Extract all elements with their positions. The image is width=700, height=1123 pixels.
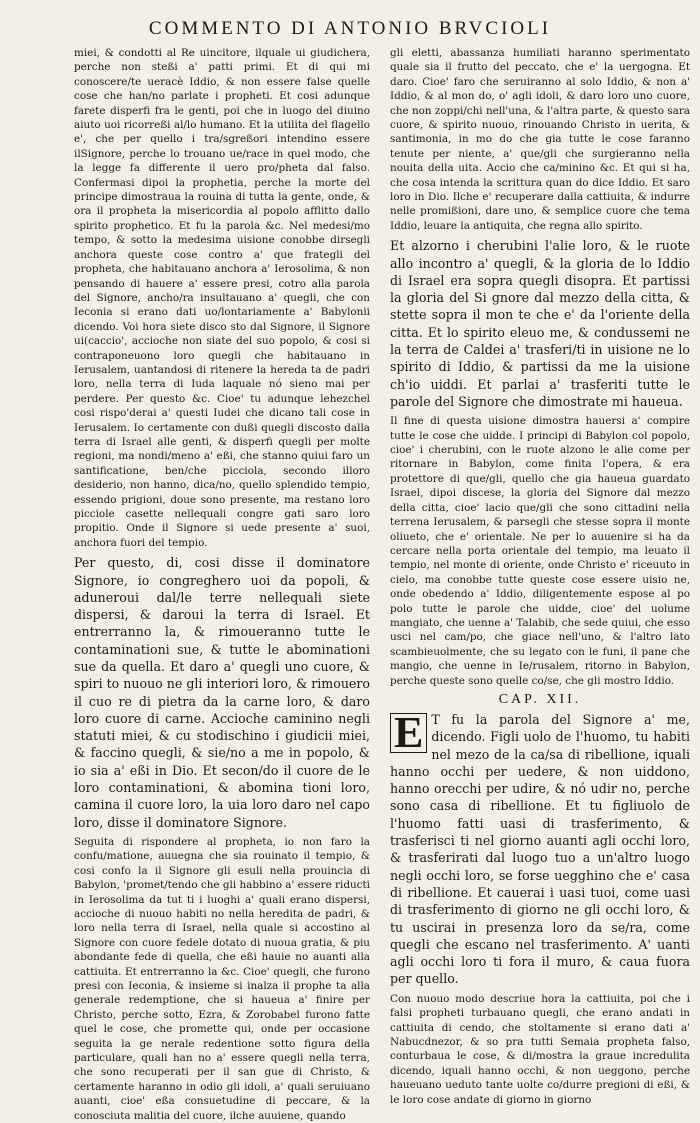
right-column (390, 46, 690, 1109)
commentary-paragraph: Con nuouo modo descriue hora la cattiuita, poi che i falsi propheti turbauano quegli, che erano andati in cattiuita di cendo, che stoltamente si erano dati a' Nabucdnezor, & so pra tutti Semaia propheta falso, conturbaua le cose, & di/mostra la graue incredulita dicendo, iquali hanno occhi, & non ueggono, perche haueuano ueduto tante uolte co/durre pregioni di eßi, & le loro cose andate di giorno in giorno (390, 992, 690, 1106)
left-column (74, 46, 370, 1122)
commentary-paragraph: Il fine di questa uisione dimostra hauersi a' compire tutte le cose che uidde. I principi di Babylon col popolo, cioe' i cherubini, con le ruote alzono le alie come per ritornare in Babylon, come finita l'opera, & era protettore di que/gli, quello che gia haueua guardato Israel, dipoi discese, la gloria del Signore dal mezzo della citta, cioe' lacio que/gli che sono cittadini nella terrena Ierusalem, & parsegli che stesse sopra il monte oliueto, che e' orientale. Ne per lo auuenire si ha da cercare nella porta orientale del tempio, ma leuato il tempio, nel monte di oriente, onde Christo e' riceuuto in cielo, ma conobbe tutte queste cose essere uisio ne, onde obedendo a' Iddio, diligentemente espose al po polo tutte le parole che uidde, cioe' del uolume mangiato, che uenne a' Talabib, che sede quiui, che esso usci nel cam/po, che giace nell'uno, & l'altro lato scambieuolmente, che su legato con le funi, il pane che mangio, che uenne in Ie/rusalem, ritorno in Babylon, perche queste sono quelle co/se, che gli mostro Iddio. (390, 415, 690, 687)
commentary-paragraph: miei, & condotti al Re uincitore, ilquale ui giudichera, perche non steßi a' patti primi. Et di qui mi conoscere/te ueracè Iddio, & non essere false quelle cose che han/no parlate i propheti. Et cosi adunque farete disperfi fra le genti, poi che in luogo del diuino aiuto uoi ricorreßi al/lo humano. Et la utilita del flagello e', che per quello i tra/sgreßori intendino essere ilSignore, perche lo trouano ue/race in quel modo, che la legge fa differente il uero pro/pheta dal falso. Confermasi dipoi la prophetia, perche la morte del principe dimostraua la rouina di tutta la gente, onde, & ora il propheta la misericordia al popolo afflitto dallo spirito prophetico. Et fu la parola &c. Nel medesi/mo tempo, & sotto la medesima uisione conobbe dirsegli anchora queste cose contro a' que frategli del propheta, che habitauano anchora a' Ierosolima, & non pensando di hauere a' essere presi, cotro alla parola del Signore, ancho/ra insultauano a' quegli, che con Ieconia si erano dati uo/lontariamente a' Babylonii dicendo. Voi hora siete disco sto dal Signore, il Signore ui(caccio', accioche non siate del suo popolo, & cosi si contraponeuono loro quegli che habitauano in Ierusalem, uantandosi di ritenere la hereda ta de padri loro, nella terra di Iuda laquale nó sieno mai per perdere. Per questo &c. Cioe' tu adunque lehezchel cosi rispo'derai a' questi Iudei che dicano tali cose in Ierusalem. Io certamente con dußi quegli discosto dalla terra di Israel alle genti, & disperfi quegli per molte regioni, ma nondi/meno a' eßi, che stanno quiui faro un santificatione, ben/che picciola, secondo illoro desiderio, non hanno, dica/no, quello splendido tempio, essendo prigioni, doue sono presente, ma restano loro picciole casette nellequali congre gati saro loro propitio. Onde il Signore si uede presente a' suoi, anchora fuori del tempio. (74, 47, 370, 549)
drop-cap-initial: E (390, 713, 427, 753)
scripture-paragraph: Per questo, di, cosi disse il dominatore Signore, io congreghero uoi da popoli, & aduneroui dal/le terre nellequali siete dispersi, & daroui la terra di Israel. Et entrerranno la, & rimoueranno tutte le contaminationi sue, & tutte le abominationi sue da quella. Et daro a' quegli uno cuore, & spiri to nuouo ne gli interiori loro, & rimouero il cuo re di pietra da la carne loro, & daro loro cuore di carne. Accioche caminino negli statuti miei, & cu stodischino i giudicii miei, & faccino quegli, & sie/no a me in popolo, & io sia a' eßi in Dio. Et secon/do il cuore de le loro contaminationi, & abomina tioni loro, camina il cuore loro, la uia loro daro nel capo loro, disse il dominatore Signore. (74, 555, 370, 830)
commentary-paragraph: Seguita di rispondere al propheta, io non faro la confu/matione, auuegna che sia rouinato il tempio, & cosi confo la il Signore gli esuli nella prouincia di Babylon, 'promet/tendo che gli habbino a' essere riducti in Ierosolima da tut ti i luoghi a' quali erano dispersi, accioche di nuouo habiti no nella heredita de padri, & loro nella terra di Israel, nella quale si accostino al Signore con cuore fedele dotato di nuoua gratia, & piu abondante fede di quella, che eßi hauie no auanti alla cattiuita. Et entrerranno la &c. Cioe' quegli, che furono presi con Ieconia, & insieme si inalza il prophe ta alla generale redemptione, che si haueua a' finire per Christo, perche sotto, Ezra, & Zorobabel furono fatte quel le cose, che promette qui, onde per occasione seguita la ge nerale redentione sotto figura della particulare, quali han no a' essere quegli nella terra, che sono recuperati per il san gue di Christo, & certamente haranno in odio gli idoli, a' quali seruiuano auanti, cioe' eßa consuetudine di peccare, & la conosciuta malitia del cuore, ilche auuiene, quando (74, 835, 370, 1122)
running-header: COMMENTO DI ANTONIO BRVCIOLI (148, 18, 552, 39)
scripture-paragraph: Et alzorno i cherubini l'alie loro, & le ruote allo incontro a' quegli, & la gloria de lo Iddio di Israel era sopra quegli disopra. Et partissi la gloria del Si gnore dal mezzo della citta, & stette sopra il mon te che e' da l'oriente della citta. Et lo spirito eleuo me, & condussemi ne la terra de Caldei a' trasferi/ti in uisione ne lo spirito di Iddio, & partissi da me la uisione ch'io uiddi. Et parlai a' trasferiti tutte le parole del Signore che dimostrate mi haueua. (390, 238, 690, 409)
chapter-opening (390, 707, 690, 992)
scripture-paragraph: T fu la parola del Signore a' me, dicendo. Figli uolo de l'huomo, tu habiti nel mezo de la ca/sa di ribellione, iquali hanno occhi per uedere, & non uiddono, hanno orecchi per udire, & nó udir no, perche sono casa di ribellione. Et tu figliuolo de l'huomo fatti uasi di trasferimento, & trasferisci ti nel giorno auanti agli occhi loro, & trasferirati dal luogo tuo a un'altro luogo negli occhi loro, se forse uegghino che e' casa di ribellione. Et cauerai i uasi tuoi, come uasi di trasferimento di giorno ne gli occhi loro, & tu uscirai in presenza loro da se/ra, come quegli che escano nel trasferimento. A' uanti agli occhi loro ti fora il muro, & caua fuora per quello. (390, 711, 690, 987)
chapter-heading: CAP. XII. (498, 691, 582, 707)
commentary-paragraph: gli eletti, abassanza humiliati haranno sperimentato quale sia il frutto del peccato, che e' la uergogna. Et daro. Cioe' faro che seruiranno al solo Iddio, & non a' Iddio, & al mon do, o' agli idoli, & daro loro uno cuore, che non zoppi/chi nell'una, & l'altra parte, & questo sara cuore, & spirito nuouo, rinouando Christo in uerita, & santimonia, in mo do che gia tutte le cose faranno tenute per niente, a' que/gli che surgieranno nella nouita della uita. Accio che ca/minino &c. Et qui si ha, che cosa intenda la scrittura quan do dice Iddio. Et saro loro in Dio. Ilche e' recuperare dalla cattiuita, & indurre nelle promißioni, dare uno, & semplice cuore che tema Iddio, leuare la antiquita, che regna allo spirito. (390, 47, 690, 232)
